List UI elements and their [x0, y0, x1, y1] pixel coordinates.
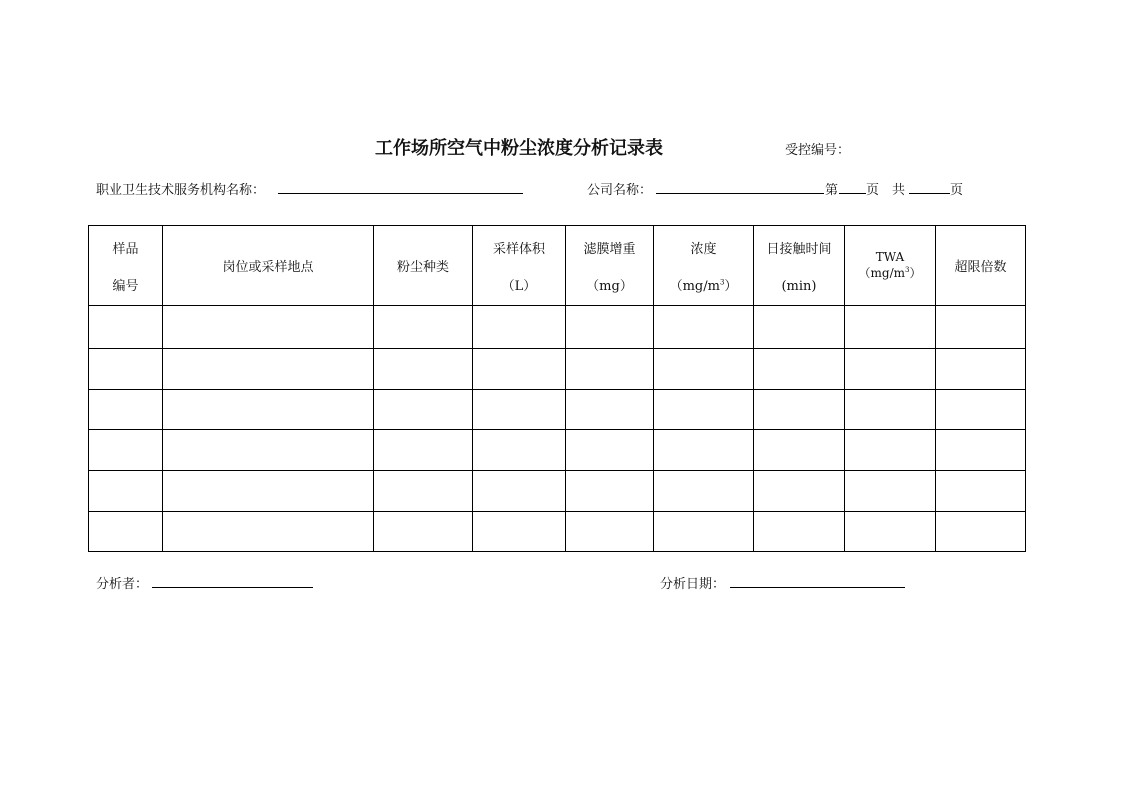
table-cell[interactable] [754, 512, 845, 552]
header-exposure-time [754, 226, 845, 306]
header-text: 日接触时间 [766, 241, 832, 257]
page-suffix: 页 [950, 183, 964, 198]
control-number-label: 受控编号： [785, 143, 851, 158]
org-name-field[interactable] [278, 193, 523, 194]
table-row [89, 306, 1026, 349]
table-cell[interactable] [654, 430, 754, 471]
record-table [88, 225, 1026, 552]
table-cell[interactable] [473, 512, 566, 552]
page-total-field[interactable] [909, 193, 950, 194]
table-cell[interactable] [163, 306, 374, 349]
analyst-label: 分析者： [96, 577, 149, 592]
table-cell[interactable] [163, 349, 374, 390]
header-location: 岗位或采样地点 [163, 226, 374, 306]
header-sample-no [89, 226, 163, 306]
table-cell[interactable] [845, 512, 936, 552]
page-title: 工作场所空气中粉尘浓度分析记录表 [375, 138, 663, 159]
table-row [89, 512, 1026, 552]
table-cell[interactable] [89, 430, 163, 471]
table-cell[interactable] [754, 430, 845, 471]
header-text: 浓度 [690, 241, 717, 257]
table-cell[interactable] [374, 430, 473, 471]
table-cell[interactable] [374, 349, 473, 390]
table-cell[interactable] [89, 306, 163, 349]
unit-close: ） [909, 266, 922, 280]
header-dust-type: 粉尘种类 [374, 226, 473, 306]
table-cell[interactable] [754, 349, 845, 390]
table-cell[interactable] [936, 430, 1026, 471]
unit-sup: 3 [719, 278, 725, 287]
table-cell[interactable] [654, 306, 754, 349]
table-cell[interactable] [374, 306, 473, 349]
table-cell[interactable] [566, 306, 654, 349]
table-cell[interactable] [163, 512, 374, 552]
table-cell[interactable] [936, 471, 1026, 512]
table-cell[interactable] [936, 349, 1026, 390]
header-exceed-ratio: 超限倍数 [936, 226, 1026, 306]
table-cell[interactable] [936, 390, 1026, 430]
analysis-date-field[interactable] [730, 587, 905, 588]
company-name-field[interactable] [656, 193, 824, 194]
table-cell[interactable] [654, 471, 754, 512]
page-mid: 页 共 [866, 183, 906, 198]
page-prefix: 第 [825, 183, 839, 198]
header-text: (min) [781, 278, 817, 294]
table-cell[interactable] [845, 471, 936, 512]
header-text: 样品 [112, 241, 139, 257]
header-twa [845, 226, 936, 306]
header-weight-gain [566, 226, 654, 306]
table-cell[interactable] [754, 471, 845, 512]
header-text: 滤膜增重 [583, 241, 636, 257]
table-cell[interactable] [754, 306, 845, 349]
table-row [89, 390, 1026, 430]
table-row [89, 471, 1026, 512]
table-cell[interactable] [566, 430, 654, 471]
unit-sup: 3 [905, 266, 910, 274]
table-cell[interactable] [654, 512, 754, 552]
table-cell[interactable] [566, 390, 654, 430]
header-volume [473, 226, 566, 306]
table-cell[interactable] [845, 390, 936, 430]
table-cell[interactable] [566, 471, 654, 512]
table-cell[interactable] [845, 349, 936, 390]
table-row [89, 430, 1026, 471]
table-cell[interactable] [374, 471, 473, 512]
table-cell[interactable] [566, 512, 654, 552]
table-cell[interactable] [754, 390, 845, 430]
table-cell[interactable] [654, 390, 754, 430]
table-cell[interactable] [473, 349, 566, 390]
header-concentration [654, 226, 754, 306]
table-cell[interactable] [936, 306, 1026, 349]
header-text: （L） [501, 278, 537, 294]
table-cell[interactable] [89, 471, 163, 512]
table-row [89, 349, 1026, 390]
page-number-field[interactable] [839, 193, 866, 194]
analyst-field[interactable] [152, 587, 313, 588]
table-cell[interactable] [89, 390, 163, 430]
table-cell[interactable] [374, 512, 473, 552]
table-cell[interactable] [654, 349, 754, 390]
table-cell[interactable] [845, 306, 936, 349]
header-text [670, 275, 738, 294]
table-cell[interactable] [845, 430, 936, 471]
table-cell[interactable] [566, 349, 654, 390]
header-row [89, 226, 1026, 306]
table-cell[interactable] [89, 349, 163, 390]
header-text: 采样体积 [492, 241, 545, 257]
table-cell[interactable] [163, 390, 374, 430]
header-text: 编号 [112, 278, 139, 294]
org-name-label: 职业卫生技术服务机构名称： [96, 183, 266, 198]
company-name-label: 公司名称： [587, 183, 653, 198]
table-cell[interactable] [374, 390, 473, 430]
header-text: TWA（mg/m [858, 250, 905, 280]
analysis-date-label: 分析日期： [660, 577, 726, 592]
table-cell[interactable] [473, 390, 566, 430]
table-cell[interactable] [89, 512, 163, 552]
unit: （mg/m [669, 278, 720, 294]
table-cell[interactable] [473, 471, 566, 512]
table-cell[interactable] [473, 430, 566, 471]
header-text: （mg） [586, 278, 633, 294]
unit-close: ） [724, 278, 738, 294]
table-cell[interactable] [936, 512, 1026, 552]
table-cell[interactable] [163, 430, 374, 471]
table-cell[interactable] [473, 306, 566, 349]
table-cell[interactable] [163, 471, 374, 512]
